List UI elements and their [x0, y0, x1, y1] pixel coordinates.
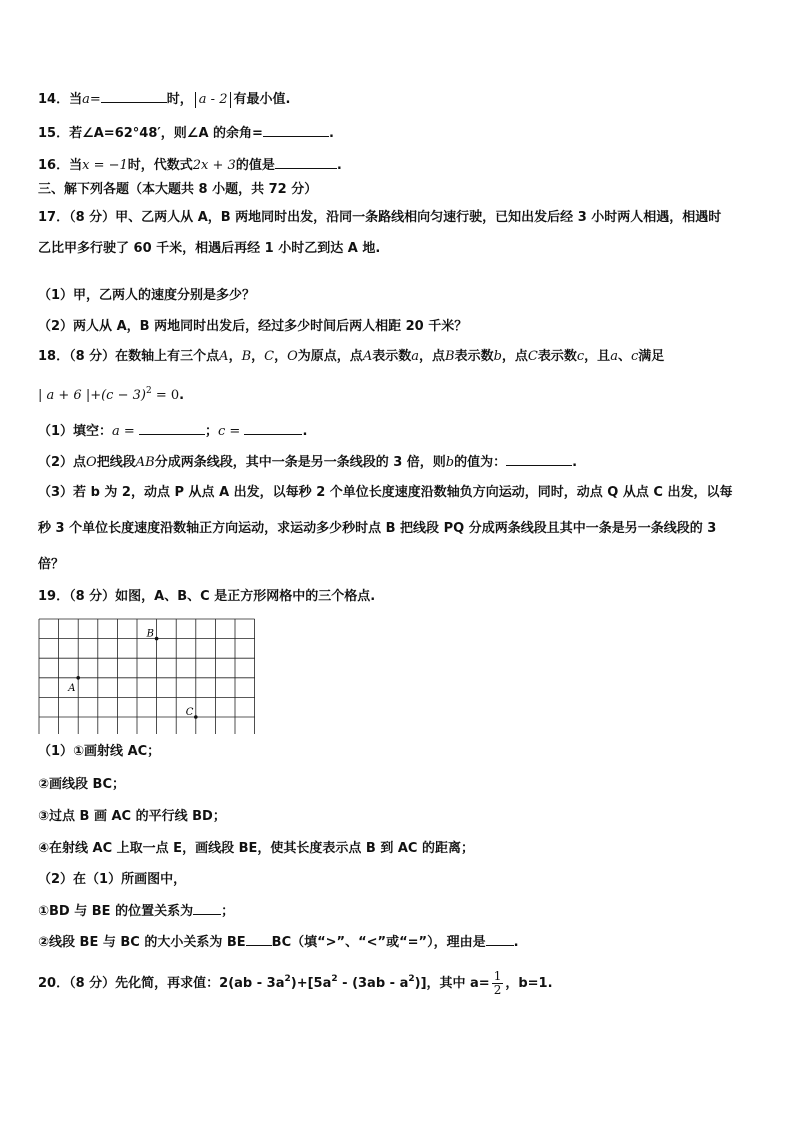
answer-blank[interactable] — [101, 90, 167, 103]
math-var: A — [219, 349, 229, 364]
grid-label-a: A — [68, 682, 76, 694]
text: 18．（8 分）在数轴上有三个点 — [38, 349, 220, 364]
exponent: 2 — [284, 974, 291, 984]
text: ②画线段 BC； — [38, 777, 125, 792]
text: （1）填空： — [38, 424, 113, 439]
math-var: AB — [135, 455, 155, 470]
question-18-sub3-line3 — [38, 556, 64, 574]
text: ，且 — [584, 349, 611, 364]
math-var: O — [287, 349, 298, 364]
math-var: C — [264, 349, 275, 364]
grid-point-a — [76, 676, 80, 680]
question-14 — [38, 90, 290, 109]
math-var: c = — [217, 424, 245, 439]
text: 表示数 — [537, 349, 577, 364]
text: （2）两人从 A，B 两地同时出发后，经过多少时间后两人相距 20 千米？ — [38, 319, 468, 334]
question-number: 15． — [38, 126, 70, 141]
math-var: c — [576, 349, 585, 364]
math-var: O — [86, 455, 97, 470]
question-17-sub2 — [38, 318, 467, 336]
answer-blank[interactable] — [506, 453, 572, 466]
question-19-item2 — [38, 776, 125, 794]
question-15 — [38, 124, 334, 143]
question-19-item1 — [38, 743, 160, 761]
text: 的值为： — [454, 455, 507, 470]
text: ③过点 B 画 AC 的平行线 BD； — [38, 809, 226, 824]
math-var: C — [527, 349, 538, 364]
text: 若∠A=62°48′，则∠A 的余角= — [69, 126, 263, 141]
text: ②线段 BE 与 BC 的大小关系为 BE — [38, 935, 246, 950]
text: ，点 — [418, 349, 445, 364]
text: 乙比甲多行驶了 60 千米，相遇后再经 1 小时乙到达 A 地. — [38, 241, 381, 256]
text: 表示数 — [454, 349, 494, 364]
math-var: a = — [112, 424, 139, 439]
text: )]，其中 a= — [414, 976, 490, 991]
math-equation: | a + 6 |+(c − 3) — [38, 388, 146, 403]
text: . — [336, 158, 342, 173]
section-title: 三、解下列各题（本大题共 8 小题，共 72 分） — [38, 182, 318, 197]
math-var: B — [241, 349, 252, 364]
answer-blank-reason[interactable] — [486, 933, 514, 946]
text: 秒 3 个单位长度速度沿数轴正方向运动，求运动多少秒时点 B 把线段 PQ 分成两条线段且其中一条是另一条线段的 3 — [38, 521, 717, 536]
text: 时， — [166, 92, 193, 107]
abs-expression — [195, 92, 232, 108]
answer-blank-c[interactable] — [244, 422, 302, 435]
math-eq: = 0 — [151, 388, 180, 403]
answer-blank[interactable] — [263, 124, 329, 137]
text: 有最小值. — [233, 92, 291, 107]
grid-label-c: C — [185, 707, 194, 718]
fraction — [492, 970, 504, 997]
question-17-sub1 — [38, 287, 255, 305]
question-19-item6 — [38, 902, 234, 921]
question-19-item4 — [38, 840, 474, 858]
math-var: a — [610, 349, 618, 364]
answer-blank-a[interactable] — [139, 422, 205, 435]
text: ，b=1. — [505, 976, 553, 991]
text: 19．（8 分）如图，A、B、C 是正方形网格中的三个格点. — [38, 589, 376, 604]
question-18-sub3-line1 — [38, 484, 732, 502]
question-19-item5 — [38, 871, 186, 889]
text: 倍？ — [38, 557, 65, 572]
math-var: b — [445, 455, 455, 470]
answer-blank-relation[interactable] — [246, 933, 272, 946]
text: （1）甲，乙两人的速度分别是多少？ — [38, 288, 256, 303]
question-18-sub3-line2 — [38, 520, 716, 538]
text: ④在射线 AC 上取一点 E，画线段 BE，使其长度表示点 B 到 AC 的距离； — [38, 841, 474, 856]
math-expr: a - 2 — [198, 92, 228, 107]
text: ； — [221, 904, 235, 919]
text: 20．（8 分）先化简，再求值：2(ab - 3a — [38, 976, 285, 991]
text: 表示数 — [372, 349, 412, 364]
text: . — [513, 935, 519, 950]
answer-blank[interactable] — [275, 156, 337, 169]
text: 把线段 — [96, 455, 136, 470]
math-var: a — [82, 92, 90, 107]
math-expr: 2x + 3 — [192, 158, 236, 173]
text: 为原点，点 — [297, 349, 363, 364]
question-17-line2 — [38, 240, 380, 258]
text: 17．（8 分）甲、乙两人从 A，B 两地同时出发，沿同一条路线相向匀速行驶，已知出发后经 3 小时两人相遇，相遇时 — [38, 210, 722, 225]
text: ，点 — [501, 349, 528, 364]
math-var: a — [411, 349, 419, 364]
text: BC（填“>”、“<”或“=”），理由是 — [271, 935, 486, 950]
math-var: b — [493, 349, 502, 364]
question-19-stem — [38, 588, 375, 606]
text: . — [328, 126, 334, 141]
math-cond: x = −1 — [82, 158, 128, 173]
text: （2）点 — [38, 455, 87, 470]
math-var: A — [362, 349, 373, 364]
text: 分成两条线段，其中一条是另一条线段的 3 倍，则 — [154, 455, 446, 470]
grid-point-c — [194, 715, 198, 719]
section-heading — [38, 181, 317, 199]
text: - (3ab - a — [337, 976, 409, 991]
math-var: B — [445, 349, 455, 364]
text: ①BD 与 BE 的位置关系为 — [38, 904, 194, 919]
text: （2）在（1）所画图中， — [38, 872, 187, 887]
text: 的值是 — [235, 158, 275, 173]
numerator: 1 — [493, 969, 502, 983]
grid-point-b — [155, 637, 159, 641]
text: )+[5a — [290, 976, 332, 991]
text: （1）①画射线 AC； — [38, 744, 161, 759]
math-eq: = — [89, 92, 101, 107]
question-18-equation: | a + 6 $|+(c - 3)^2 = 0$. — [38, 386, 185, 403]
question-19-item7 — [38, 933, 519, 952]
question-17-line1 — [38, 209, 721, 227]
denominator: 2 — [493, 983, 502, 997]
question-19-item3 — [38, 808, 226, 826]
question-18-line1: 18．（8 分）在数轴上有三个点A，B，C，O为原点，点A表示数a，点B表示数b，点C表示数c，且a、c满足 — [38, 349, 665, 364]
exponent: 2 — [145, 386, 152, 396]
question-number: 14． — [38, 92, 70, 107]
text: 当 — [69, 92, 83, 107]
math-var: c — [630, 349, 639, 364]
grid-label-b: B — [146, 628, 154, 640]
text: 满足 — [638, 349, 665, 364]
question-16 — [38, 156, 342, 175]
question-18-sub1: （1）填空：a = ；c = . — [38, 424, 308, 439]
question-18-sub2: （2）点O把线段AB分成两条线段，其中一条是另一条线段的 3 倍，则b的值为： . — [38, 455, 578, 470]
text: （3）若 b 为 2，动点 P 从点 A 出发，以每秒 2 个单位长度速度沿数轴负方向运动，同时，动点 Q 从点 C 出发，以每 — [38, 485, 733, 500]
answer-blank[interactable] — [193, 902, 221, 915]
text: 当 — [69, 158, 83, 173]
exponent: 2 — [331, 974, 338, 984]
question-20 — [38, 966, 553, 997]
question-number: 16． — [38, 158, 70, 173]
exponent: 2 — [408, 974, 415, 984]
text: 时，代数式 — [127, 158, 193, 173]
square-grid-figure — [38, 618, 270, 734]
